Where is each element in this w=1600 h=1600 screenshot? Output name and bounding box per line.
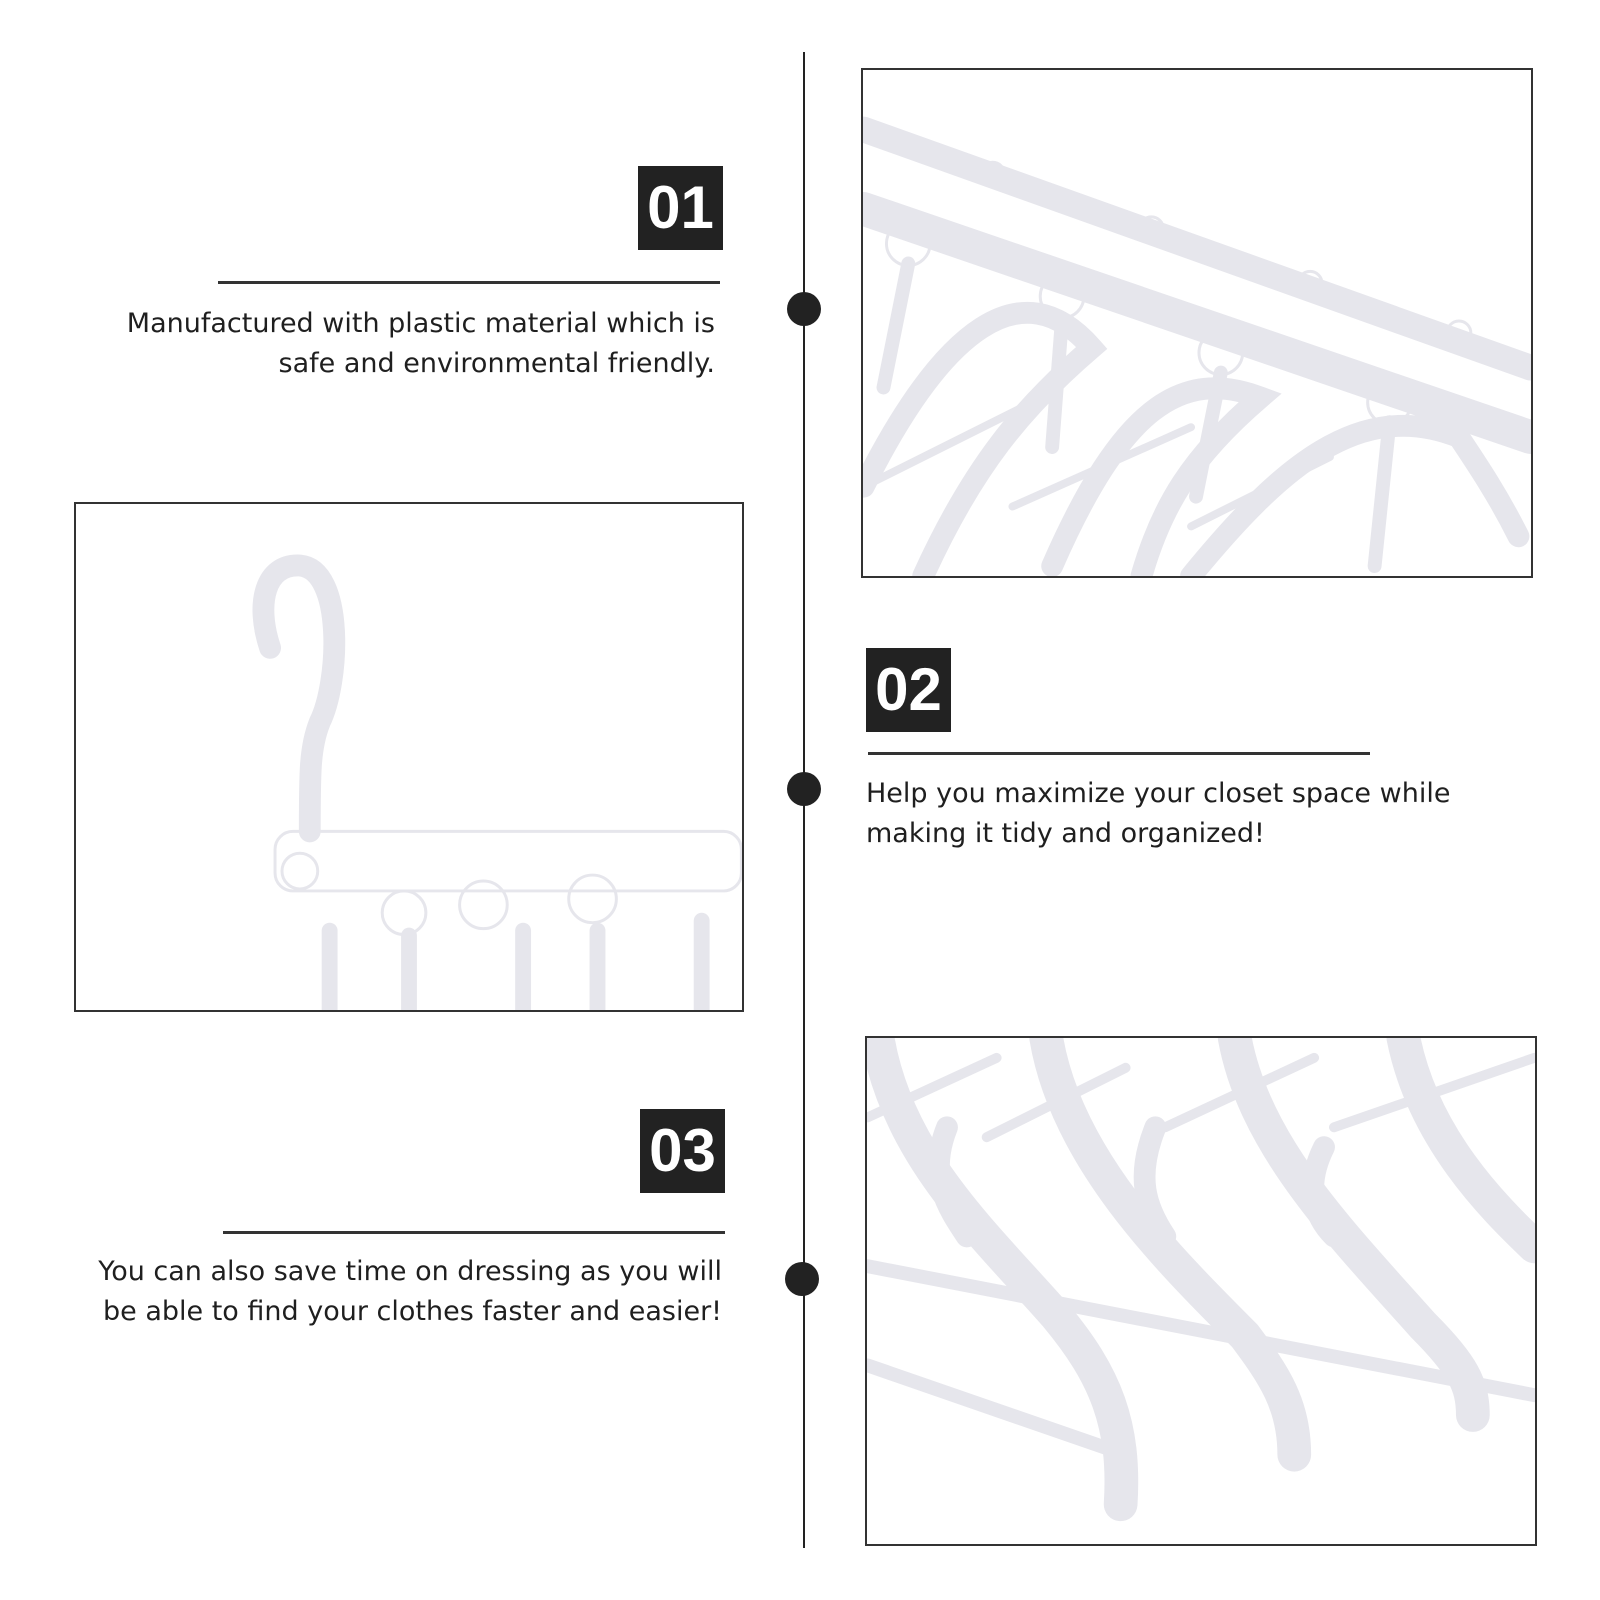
feature-number-01: 01 xyxy=(638,166,723,250)
timeline-dot-3 xyxy=(785,1262,819,1296)
feature-divider-03 xyxy=(223,1231,725,1234)
stacked-hangers-photo xyxy=(865,1036,1537,1546)
feature-number-03: 03 xyxy=(640,1109,725,1193)
timeline-dot-1 xyxy=(787,292,821,326)
closeup-rail-photo xyxy=(861,68,1533,578)
hook-closeup-photo xyxy=(74,502,744,1012)
feature-text-01: Manufactured with plastic material which is safe and environmental friendly. xyxy=(126,308,715,379)
feature-divider-01 xyxy=(218,281,720,284)
feature-number-02: 02 xyxy=(866,648,951,732)
feature-divider-02 xyxy=(868,752,1370,755)
timeline-dot-2 xyxy=(787,772,821,806)
hook-illustration xyxy=(76,504,742,1010)
rail-illustration xyxy=(863,70,1531,576)
feature-text-02: Help you maximize your closet space while making it tidy and organized! xyxy=(866,778,1451,849)
hangers-illustration xyxy=(867,1038,1535,1544)
feature-text-03: You can also save time on dressing as you will be able to find your clothes faster and easier! xyxy=(98,1256,722,1327)
